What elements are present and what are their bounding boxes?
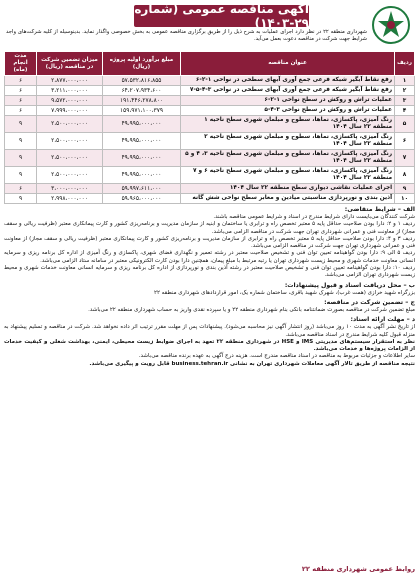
row-deposit: ۲،۹۹۸،۰۰۰،۰۰۰ [37, 194, 103, 204]
row-title: رنگ آمیزی، پاکسازی، نماها، سطوح و مبلمان شهری سطح ناحیه ۶ و ۷ منطقه ۲۲ سال ۱۴۰۴ [181, 167, 395, 184]
row-duration: ۹ [5, 133, 37, 150]
row-num: ۶ [395, 133, 415, 150]
row-deposit: ۲،۵۰۰،۰۰۰،۰۰۰ [37, 150, 103, 167]
row-amount: ۴۹،۹۹۵،۰۰۰،۰۰۰ [103, 150, 181, 167]
row-num: ۵ [395, 116, 415, 133]
row-num: ۱ [395, 76, 415, 86]
row-num: ۴ [395, 106, 415, 116]
row-amount: ۴۹،۹۹۵،۰۰۰،۰۰۰ [103, 116, 181, 133]
table-row [5, 194, 415, 204]
row-deposit: ۳،۰۰۰،۰۰۰،۰۰۰ [37, 184, 103, 194]
row-num: ۷ [395, 150, 415, 167]
section-text: بزرگراه شهید خرازی (همت غرب)، شهرک شهید باقری، ساختمان شماره یک، امور قراردادهای شهرداری منطقه ۲۲ [154, 289, 415, 296]
section-title: د – مهلت ارائه اسناد: [350, 316, 415, 324]
table-row [5, 76, 415, 86]
table-row [5, 96, 415, 106]
section-title: الف – شرایط متقاضی: [344, 206, 415, 213]
table-row [5, 116, 415, 133]
row-title: رفع نقاط آبگیر شبکه فرعی جمع آوری آبهای سطحی در نواحی ۱-۲-۶ [181, 76, 395, 86]
row-title: عملیات تراش و روکش در سطح نواحی ۳-۴-۵ [181, 106, 395, 116]
conditions [4, 206, 415, 368]
row-deposit: ۲،۵۰۰،۰۰۰،۰۰۰ [37, 116, 103, 133]
tehran-municipality-logo-icon [371, 5, 411, 45]
row-title: رنگ آمیزی، پاکسازی، نماها، سطوح و مبلمان شهری سطح ناحیه ۳، ۴ و ۵ منطقه ۲۲ سال ۱۴۰۴ [181, 150, 395, 167]
col-title: عنوان مناقصه [181, 52, 395, 76]
row-title: آذین بندی و نورپردازی مناسبتی میادین و معابر سطح نواحی شش گانه [181, 194, 395, 204]
row-duration: ۶ [5, 76, 37, 86]
row-deposit: ۳،۲۱۱،۰۰۰،۰۰۰ [37, 86, 103, 96]
section-text: شرکت کنندگان می‌بایست دارای شرایط مندرج در اسناد و شرایط عمومی مناقصه باشند. [213, 214, 415, 220]
col-num: ردیف [395, 52, 415, 76]
row-amount: ۶۴،۲۰۷،۹۳۴،۶۰۰ [103, 86, 181, 96]
row-title: رنگ آمیزی، پاکسازی، نماها، سطوح و مبلمان شهری سطح ناحیه ۲ منطقه ۲۲ سال ۱۴۰۴ [181, 133, 395, 150]
row-amount: ۱۵۹،۹۷۱،۱۰۰،۳۷۹ [103, 106, 181, 116]
intro-text: شهرداری منطقه ۲۲ در نظر دارد اجرای عملیات به شرح ذیل را از طریق برگزاری مناقصه عمومی به بخش خصوصی واگذار نماید. بدینوسیله از کلیه شرکت‌های واجد شرایط جهت شرکت در مناقصه دعوت بعمل می‌آید. [6, 29, 367, 42]
header [4, 3, 415, 49]
row-amount: ۴۹،۹۹۵،۰۰۰،۰۰۰ [103, 167, 181, 184]
section-text: ردیف ۳ و ۴: دارا بودن صلاحیت حداقل پایه ۵ معتبر تخصص راه و ترابری از سازمان مدیریت و برنامه‌ریزی کشور و کارت پیمانکاری معتبر (ظرفیت ریالی و سقف مجاز) از معاونت فنی و عمرانی شهرداری تهران جهت شرکت در مناقصه الزامی می‌باشد. [4, 235, 415, 250]
row-amount: ۴۹،۹۹۵،۰۰۰،۰۰۰ [103, 133, 181, 150]
row-deposit: ۲،۵۰۰،۰۰۰،۰۰۰ [37, 133, 103, 150]
section-text: از تاریخ نشر آگهی به مدت ۱۰ روز می‌باشد (روز انتشار آگهی نیز محاسبه می‌شود). پیشنهادات پس از مهلت مقرر ترتیب اثر داده نخواهد شد. شرکت در مناقصه و تسلیم پیشنهاد به منزله قبول کلیه شرایط مندرج در اسناد مناقصه می‌باشد. [4, 324, 415, 338]
table-row [5, 86, 415, 96]
section-title: ب – محل دریافت اسناد و قبول پیشنهادات: [284, 281, 415, 289]
section-text: ردیف ۱ و ۲: دارا بودن صلاحیت حداقل پایه ۵ معتبر تخصص راه و ترابری یا ساختمان و ابنیه از سازمان مدیریت و برنامه‌ریزی کشور و کارت پیمانکاری معتبر (ظرفیت ریالی و سقف مجاز) از معاونت فنی و عمرانی شهرداری تهران جهت شرکت در مناقصه الزامی می‌باشد. [4, 221, 416, 235]
table-row [5, 184, 415, 194]
table-row [5, 167, 415, 184]
row-num: ۲ [395, 86, 415, 96]
row-num: ۳ [395, 96, 415, 106]
row-deposit: ۲،۵۰۰،۰۰۰،۰۰۰ [37, 167, 103, 184]
section-title: ج – تضمین شرکت در مناقصه: [324, 298, 415, 306]
col-amount: مبلغ برآورد اولیه پروژه (ریال) [103, 52, 181, 76]
row-deposit: ۷،۹۹۹،۰۰۰،۰۰۰ [37, 106, 103, 116]
row-amount: ۵۹،۹۹۷،۶۱۱،۰۰۰ [103, 184, 181, 194]
section-text: نتیجه مناقصه از طریق تالار آگهی معاملات شهرداری تهران به نشانی business.tehran.ir قابل رویت و پیگیری می‌باشد. [89, 360, 415, 367]
row-num: ۹ [395, 184, 415, 194]
section-text: مبلغ تضمین شرکت در مناقصه بصورت ضمانتنامه بانکی بنام شهرداری منطقه ۲۲ و یا سپرده نقدی واریز به حساب شهرداری منطقه ۲۲ می‌باشد. [88, 306, 415, 313]
col-deposit: میزان تضمین شرکت در مناقصه (ریال) [37, 52, 103, 76]
tender-table [4, 51, 415, 204]
table-row [5, 106, 415, 116]
row-duration: ۹ [5, 116, 37, 133]
row-amount: ۵۷،۵۳۲،۸۱۶،۸۵۵ [103, 76, 181, 86]
section-text: نظر به استقرار سیستم‌های مدیریتی IMS و HSE در شهرداری منطقه ۲۲ تعهد به اجرای ضوابط زیست محیطی، ایمنی، بهداشت شغلی و کیفیت خدمات از الزامات پروژه‌ها و خدمات می‌باشد. [4, 338, 415, 353]
row-duration: ۶ [5, 86, 37, 96]
table-row [5, 150, 415, 167]
row-duration: ۶ [5, 106, 37, 116]
row-title: رنگ آمیزی، پاکسازی، نماها، سطوح و مبلمان شهری سطح ناحیه ۱ منطقه ۲۲ سال ۱۴۰۴ [181, 116, 395, 133]
col-duration: مدت انجام (ماه) [5, 52, 37, 76]
section-text: ردیف ۵ الی ۹: دارا بودن گواهینامه تعیین توان فنی و تشخیص صلاحیت معتبر در رشته تعمیر و نگهداری فضای شهری، پاکسازی و رنگ آمیزی از اداره کل برنامه ریزی و سرمایه انسانی معاونت خدمات شهری و محیط زیست شهرداری تهران یا رتبه مرتبط با مبلغ پیمان، همچنین دارا بودن کارت الکترونیکی معتبر در سامانه ستاد الزامی می‌باشد. [4, 250, 415, 264]
notice-title: آگهی مناقصه عمومی (شماره ۲۹-۱۴۰۳) [134, 2, 309, 30]
row-title: رفع نقاط آبگیر شبکه فرعی جمع آوری آبهای سطحی در نواحی ۳-۴-۵-۷ [181, 86, 395, 96]
row-deposit: ۲،۸۷۷،۰۰۰،۰۰۰ [37, 76, 103, 86]
table-row [5, 133, 415, 150]
row-num: ۱۰ [395, 194, 415, 204]
row-amount: ۱۹۱،۴۴۶،۲۷۸،۸۰۰ [103, 96, 181, 106]
row-title: اجرای عملیات نقاشی دیواری سطح منطقه ۲۲ سال ۱۴۰۴ [181, 184, 395, 194]
row-duration: ۹ [5, 150, 37, 167]
row-deposit: ۹،۵۷۲،۰۰۰،۰۰۰ [37, 96, 103, 106]
row-duration: ۹ [5, 194, 37, 204]
row-amount: ۵۹،۹۶۵،۰۰۰،۰۰۰ [103, 194, 181, 204]
row-title: عملیات تراش و روکش در سطح نواحی ۱-۲-۶ [181, 96, 395, 106]
row-duration: ۹ [5, 167, 37, 184]
section-text: ردیف ۱۰: دارا بودن گواهینامه تعیین توان فنی و تشخیص صلاحیت معتبر در رشته آذین بندی و نورپردازی از اداره کل برنامه ریزی و سرمایه انسانی معاونت خدمات شهری و محیط زیست شهرداری تهران الزامی می‌باشد. [4, 265, 415, 279]
section-text: سایر اطلاعات و جزئیات مربوط به مناقصه در اسناد مناقصه مندرج است. هزینه درج آگهی به عهده برنده مناقصه می‌باشد. [138, 353, 415, 360]
table-header-row [5, 52, 415, 76]
row-duration: ۶ [5, 184, 37, 194]
footer-signature: روابط عمومی شهرداری منطقه ۲۲ [301, 565, 415, 573]
row-duration: ۶ [5, 96, 37, 106]
row-num: ۸ [395, 167, 415, 184]
